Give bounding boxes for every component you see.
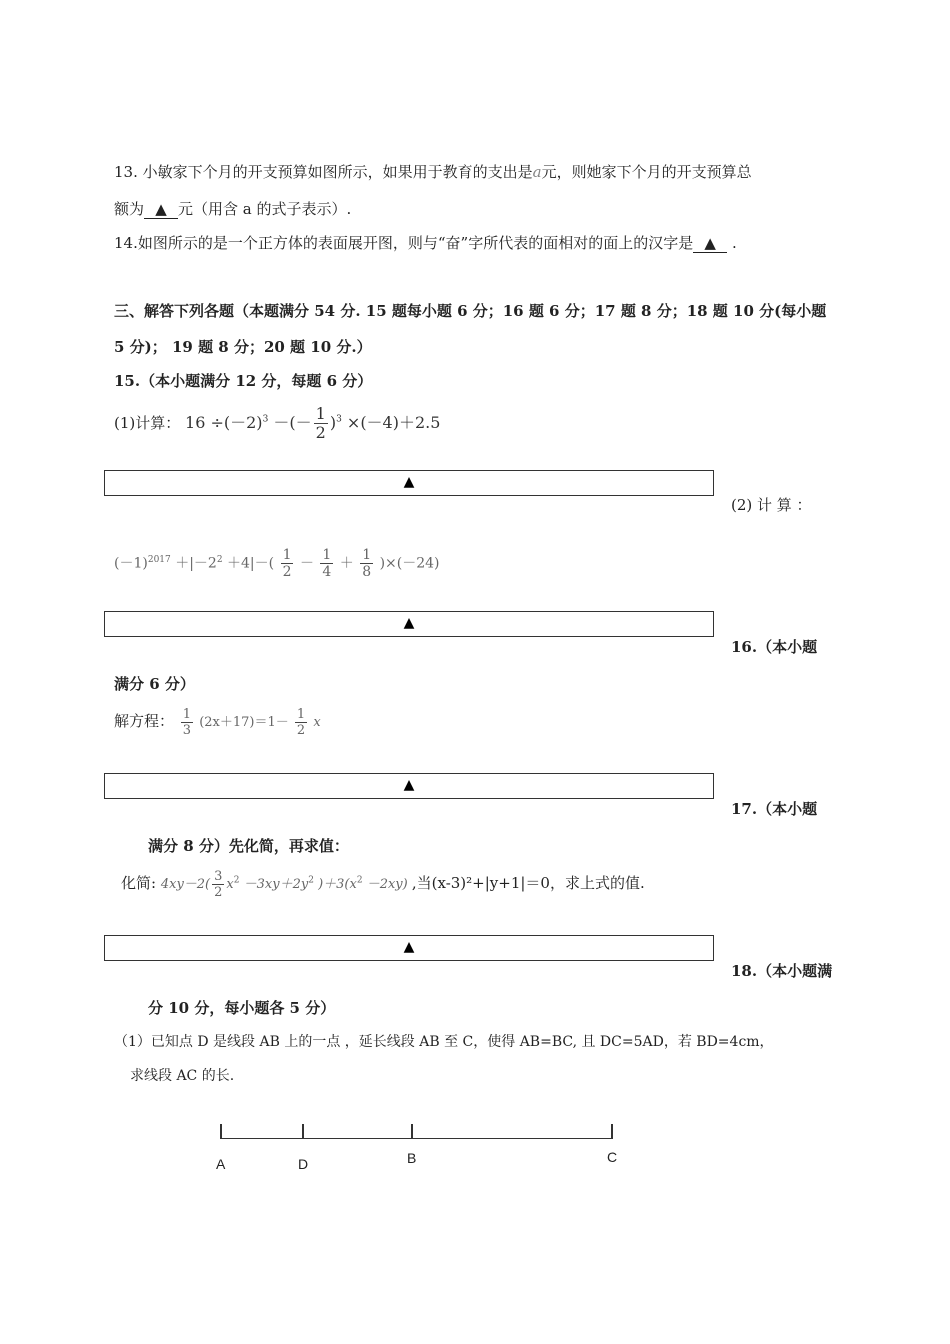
q16-frac2 [295, 708, 307, 737]
q17-label: 化简: [121, 874, 157, 892]
answer-box-15-1[interactable] [104, 470, 714, 496]
q15-p2-c: ＋4|－( [227, 555, 275, 572]
answer-marker: ▲ [403, 474, 415, 491]
q15-p2-a: (－1) [114, 555, 148, 572]
q15-p1-den: 2 [315, 423, 326, 442]
q17-c: －3xy＋2y [243, 877, 309, 892]
q16-fd: 3 [182, 723, 192, 738]
q15-part1 [114, 406, 440, 441]
q16-b: x [313, 715, 321, 730]
q15-p2-frac2 [320, 548, 333, 579]
section3-line2: 5 分)； 19 题 8 分；20 题 10 分.） [114, 338, 372, 356]
q14-end: . [731, 234, 737, 252]
q17-expr [160, 869, 412, 900]
q17-fn: 3 [214, 869, 223, 884]
q15-p1-c: ) [329, 413, 337, 432]
q16-equation [114, 708, 321, 737]
label-d: D [298, 1156, 309, 1172]
q13-answer-blank[interactable]: ▲ [144, 201, 178, 219]
q15-p1-d: ×(－4)＋2.5 [346, 413, 441, 432]
q15-heading: 15.（本小题满分 12 分，每题 6 分） [114, 372, 373, 390]
tick-a [220, 1124, 222, 1139]
q16-heading-b: 满分 6 分） [114, 675, 195, 693]
q18-part1-line2: 求线段 AC 的长. [130, 1068, 235, 1084]
label-b: B [407, 1150, 417, 1166]
q16-fn: 1 [182, 707, 192, 722]
q15-p1-exp2: 3 [336, 414, 342, 425]
q13-text-d: 元（用含 a 的式子表示）. [178, 200, 352, 218]
q14-text: 14.如图所示的是一个正方体的表面展开图，则与“奋”字所代表的面相对的面上的汉字是 [114, 234, 694, 252]
q14-line [114, 232, 737, 253]
q15-p1-b: －(－ [273, 413, 312, 432]
q17-e: －2xy) [366, 877, 408, 892]
q15-p1-label: (1)计算： [114, 414, 181, 432]
q17-d: )＋3(x [318, 877, 357, 892]
q15-p2-m2: ＋ [339, 555, 354, 572]
q15-part2-expr [114, 548, 440, 579]
q13-line1 [114, 161, 752, 182]
q15-p2-frac1 [281, 548, 294, 579]
q17-heading-b: 满分 8 分）先化简，再求值： [148, 837, 349, 855]
answer-box-16[interactable] [104, 773, 714, 799]
q16-fn2: 1 [296, 707, 306, 722]
label-c: C [607, 1149, 618, 1165]
q15-p2-exp: 2017 [147, 554, 171, 565]
q18-heading-b: 分 10 分，每小题各 5 分） [148, 999, 336, 1017]
q14-answer-blank[interactable]: ▲ [693, 235, 727, 253]
q13-var-a: a [532, 163, 542, 181]
q16-a: (2x＋17)＝1－ [199, 715, 289, 730]
tick-b [411, 1124, 413, 1139]
answer-box-17[interactable] [104, 935, 714, 961]
q15-p2-f3n: 1 [362, 547, 372, 563]
answer-marker: ▲ [403, 615, 415, 632]
q16-frac1 [181, 708, 193, 737]
q15-p2-f3d: 8 [362, 564, 372, 580]
q17-a: 4xy－2( [160, 877, 211, 892]
q17-condition: ,当(x-3)²+|y+1|＝0，求上式的值. [411, 874, 645, 892]
q16-heading-a: 16.（本小题 [731, 638, 818, 656]
q16-expr [179, 707, 321, 738]
q15-p2-b: ＋|－2 [175, 555, 217, 572]
q15-p2-f2d: 4 [322, 564, 332, 580]
q13-text-b: 元，则她家下个月的开支预算总 [541, 163, 752, 181]
q18-part1-line1: （1）已知点 D 是线段 AB 上的一点 ，延长线段 AB 至 C，使得 AB=BC, 且 DC=5AD，若 BD=4cm， [114, 1034, 774, 1050]
q16-fd2: 2 [296, 723, 306, 738]
q18-heading-a: 18.（本小题满 [731, 962, 833, 980]
q17-exp2: 2 [308, 875, 314, 886]
q15-p1-expr [185, 404, 441, 442]
q15-p2-label: (2) 计 算 ： [731, 496, 812, 514]
answer-box-15-2[interactable] [104, 611, 714, 637]
q17-frac [212, 870, 224, 899]
q15-p1-fraction [314, 406, 328, 441]
q15-p2-d: )×(－24) [379, 555, 440, 572]
q15-p2-f1d: 2 [282, 564, 292, 580]
q15-p2-exp2: 2 [216, 554, 223, 565]
tick-d [302, 1124, 304, 1139]
q15-p2-f1n: 1 [282, 547, 292, 563]
q15-p1-a: 16 ÷(－2) [185, 413, 263, 432]
q15-p2-m1: － [299, 555, 314, 572]
q17-heading-a: 17.（本小题 [731, 800, 818, 818]
label-a: A [216, 1156, 226, 1172]
q15-p1-exp: 3 [262, 414, 269, 425]
q17-b: x [226, 877, 234, 892]
q17-fd: 2 [214, 885, 223, 900]
q15-p1-num: 1 [315, 404, 326, 423]
section3-line1: 三、解答下列各题（本题满分 54 分. 15 题每小题 6 分；16 题 6 分；17 题 8 分；18 题 10 分(每小题 [114, 302, 827, 320]
q17-exp1: 2 [233, 875, 240, 886]
answer-marker: ▲ [403, 777, 415, 794]
q13-line2 [114, 198, 351, 219]
tick-c [611, 1124, 613, 1139]
q13-text-c: 额为 [114, 200, 145, 218]
q15-p2-f2n: 1 [322, 547, 332, 563]
q17-expression [121, 870, 645, 899]
answer-marker: ▲ [403, 939, 415, 956]
q17-exp3: 2 [356, 875, 363, 886]
q16-label: 解方程： [114, 712, 175, 730]
q15-p2-frac3 [360, 548, 373, 579]
segment-line [220, 1138, 613, 1139]
q13-text-a: 13. 小敏家下个月的开支预算如图所示，如果用于教育的支出是 [114, 163, 533, 181]
